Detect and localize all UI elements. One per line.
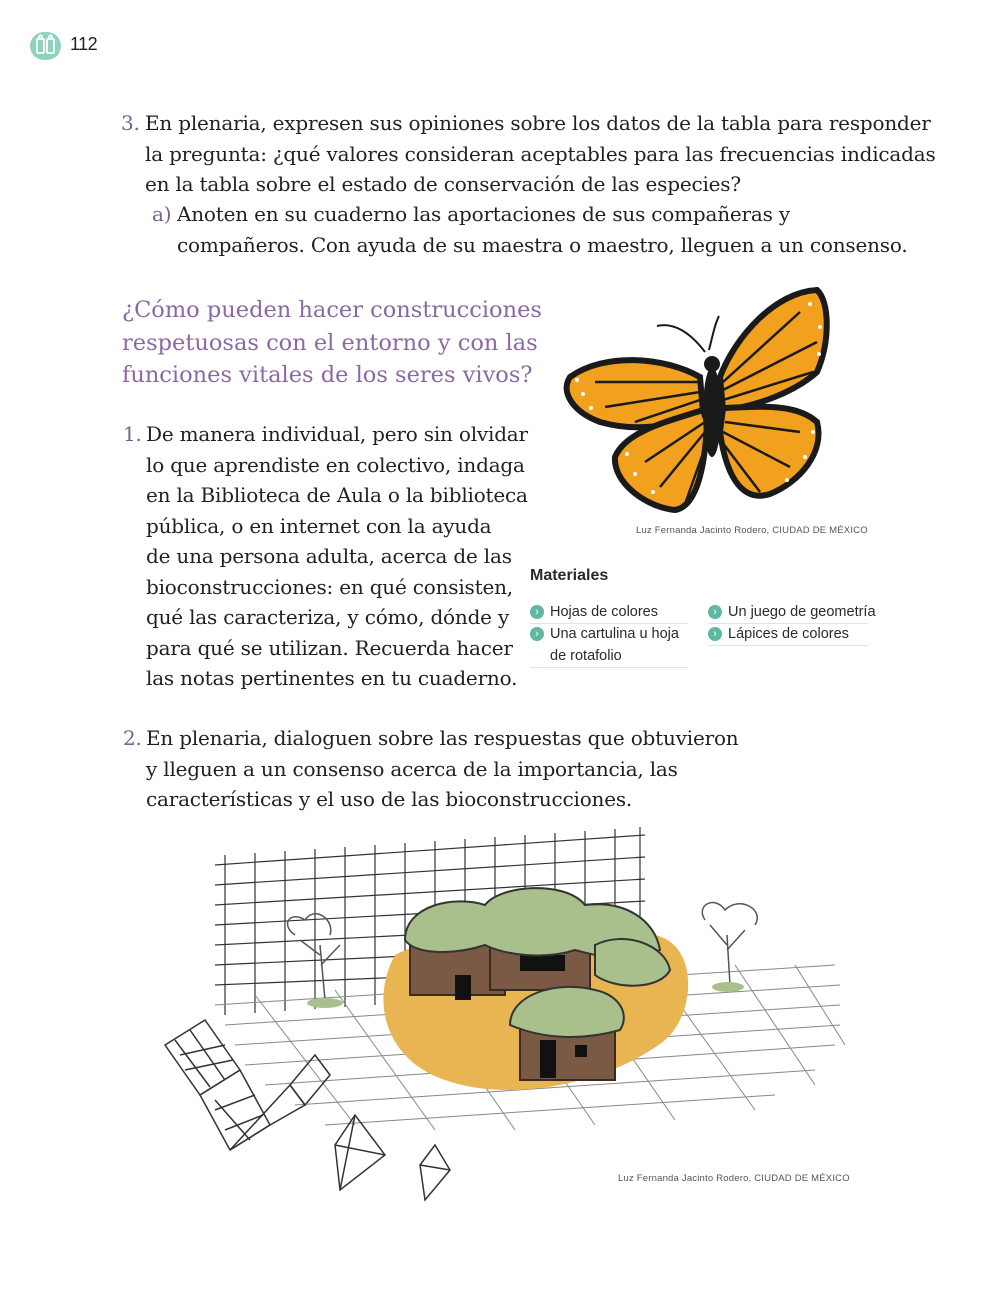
list-item: › Hojas de colores: [530, 601, 688, 624]
text-line: y lleguen a un consenso acerca de la importancia, las: [146, 756, 678, 781]
bioconstruction-illustration: [155, 825, 855, 1225]
text-line: para qué se utilizan. Recuerda hacer: [146, 635, 513, 660]
text-line: lo que aprendiste en colectivo, indaga: [146, 452, 525, 477]
guiding-question: [122, 294, 542, 392]
butterfly-caption: Luz Fernanda Jacinto Rodero, CIUDAD DE MÉXICO: [636, 525, 868, 536]
text-line: pública, o en internet con la ayuda: [146, 513, 492, 538]
text-line: respetuosas con el entorno y con las: [122, 329, 538, 356]
list-item: › Un juego de geometría: [708, 601, 868, 624]
text-line: funciones vitales de los seres vivos?: [122, 362, 533, 388]
text-line: la pregunta: ¿qué valores consideran aceptables para las frecuencias indicadas: [145, 141, 936, 166]
item-3a-text: [177, 199, 908, 260]
materials-title: Materiales: [530, 567, 609, 584]
text-line: De manera individual, pero sin olvidar: [146, 422, 528, 446]
text-line: ¿Cómo pueden hacer construcciones: [122, 297, 542, 323]
item-3-number: 3.: [121, 111, 140, 135]
item-1-text: [146, 419, 528, 694]
text-line: En plenaria, dialoguen sobre las respuestas que obtuvieron: [146, 726, 739, 750]
text-line: Anoten en su cuaderno las aportaciones de sus compañeras y: [177, 202, 790, 226]
chevron-right-icon: ›: [708, 627, 722, 641]
illustration-caption: Luz Fernanda Jacinto Rodero, CIUDAD DE MÉXICO: [618, 1173, 850, 1184]
chevron-right-icon: ›: [708, 605, 722, 619]
monarch-butterfly-illustration: [555, 282, 835, 517]
text-line: las notas pertinentes en tu cuaderno.: [146, 666, 518, 690]
text-line: qué las caracteriza, y cómo, dónde y: [146, 605, 510, 629]
page-number: 112: [70, 34, 98, 54]
chevron-right-icon: ›: [530, 627, 544, 641]
item-2-number: 2.: [123, 726, 142, 750]
book-family-icon: [30, 32, 61, 60]
item-1-number: 1.: [123, 422, 142, 446]
text-line: características y el uso de las bioconstrucciones.: [146, 787, 633, 811]
text-line: En plenaria, expresen sus opiniones sobre los datos de la tabla para responder: [145, 111, 931, 135]
text-line: de una persona adulta, acerca de las: [146, 544, 512, 568]
text-line: bioconstrucciones: en qué consisten,: [146, 574, 513, 599]
chevron-right-icon: ›: [530, 605, 544, 619]
item-2-text: [146, 723, 738, 815]
list-item: › Una cartulina u hoja de rotafolio: [530, 623, 688, 668]
text-line: en la tabla sobre el estado de conservación de las especies?: [145, 172, 741, 196]
text-line: compañeros. Con ayuda de su maestra o maestro, lleguen a un consenso.: [177, 232, 908, 257]
text-line: en la Biblioteca de Aula o la biblioteca: [146, 483, 528, 507]
list-item: › Lápices de colores: [708, 623, 868, 646]
item-3-text: [145, 108, 936, 200]
item-3a-label: a): [152, 202, 172, 226]
